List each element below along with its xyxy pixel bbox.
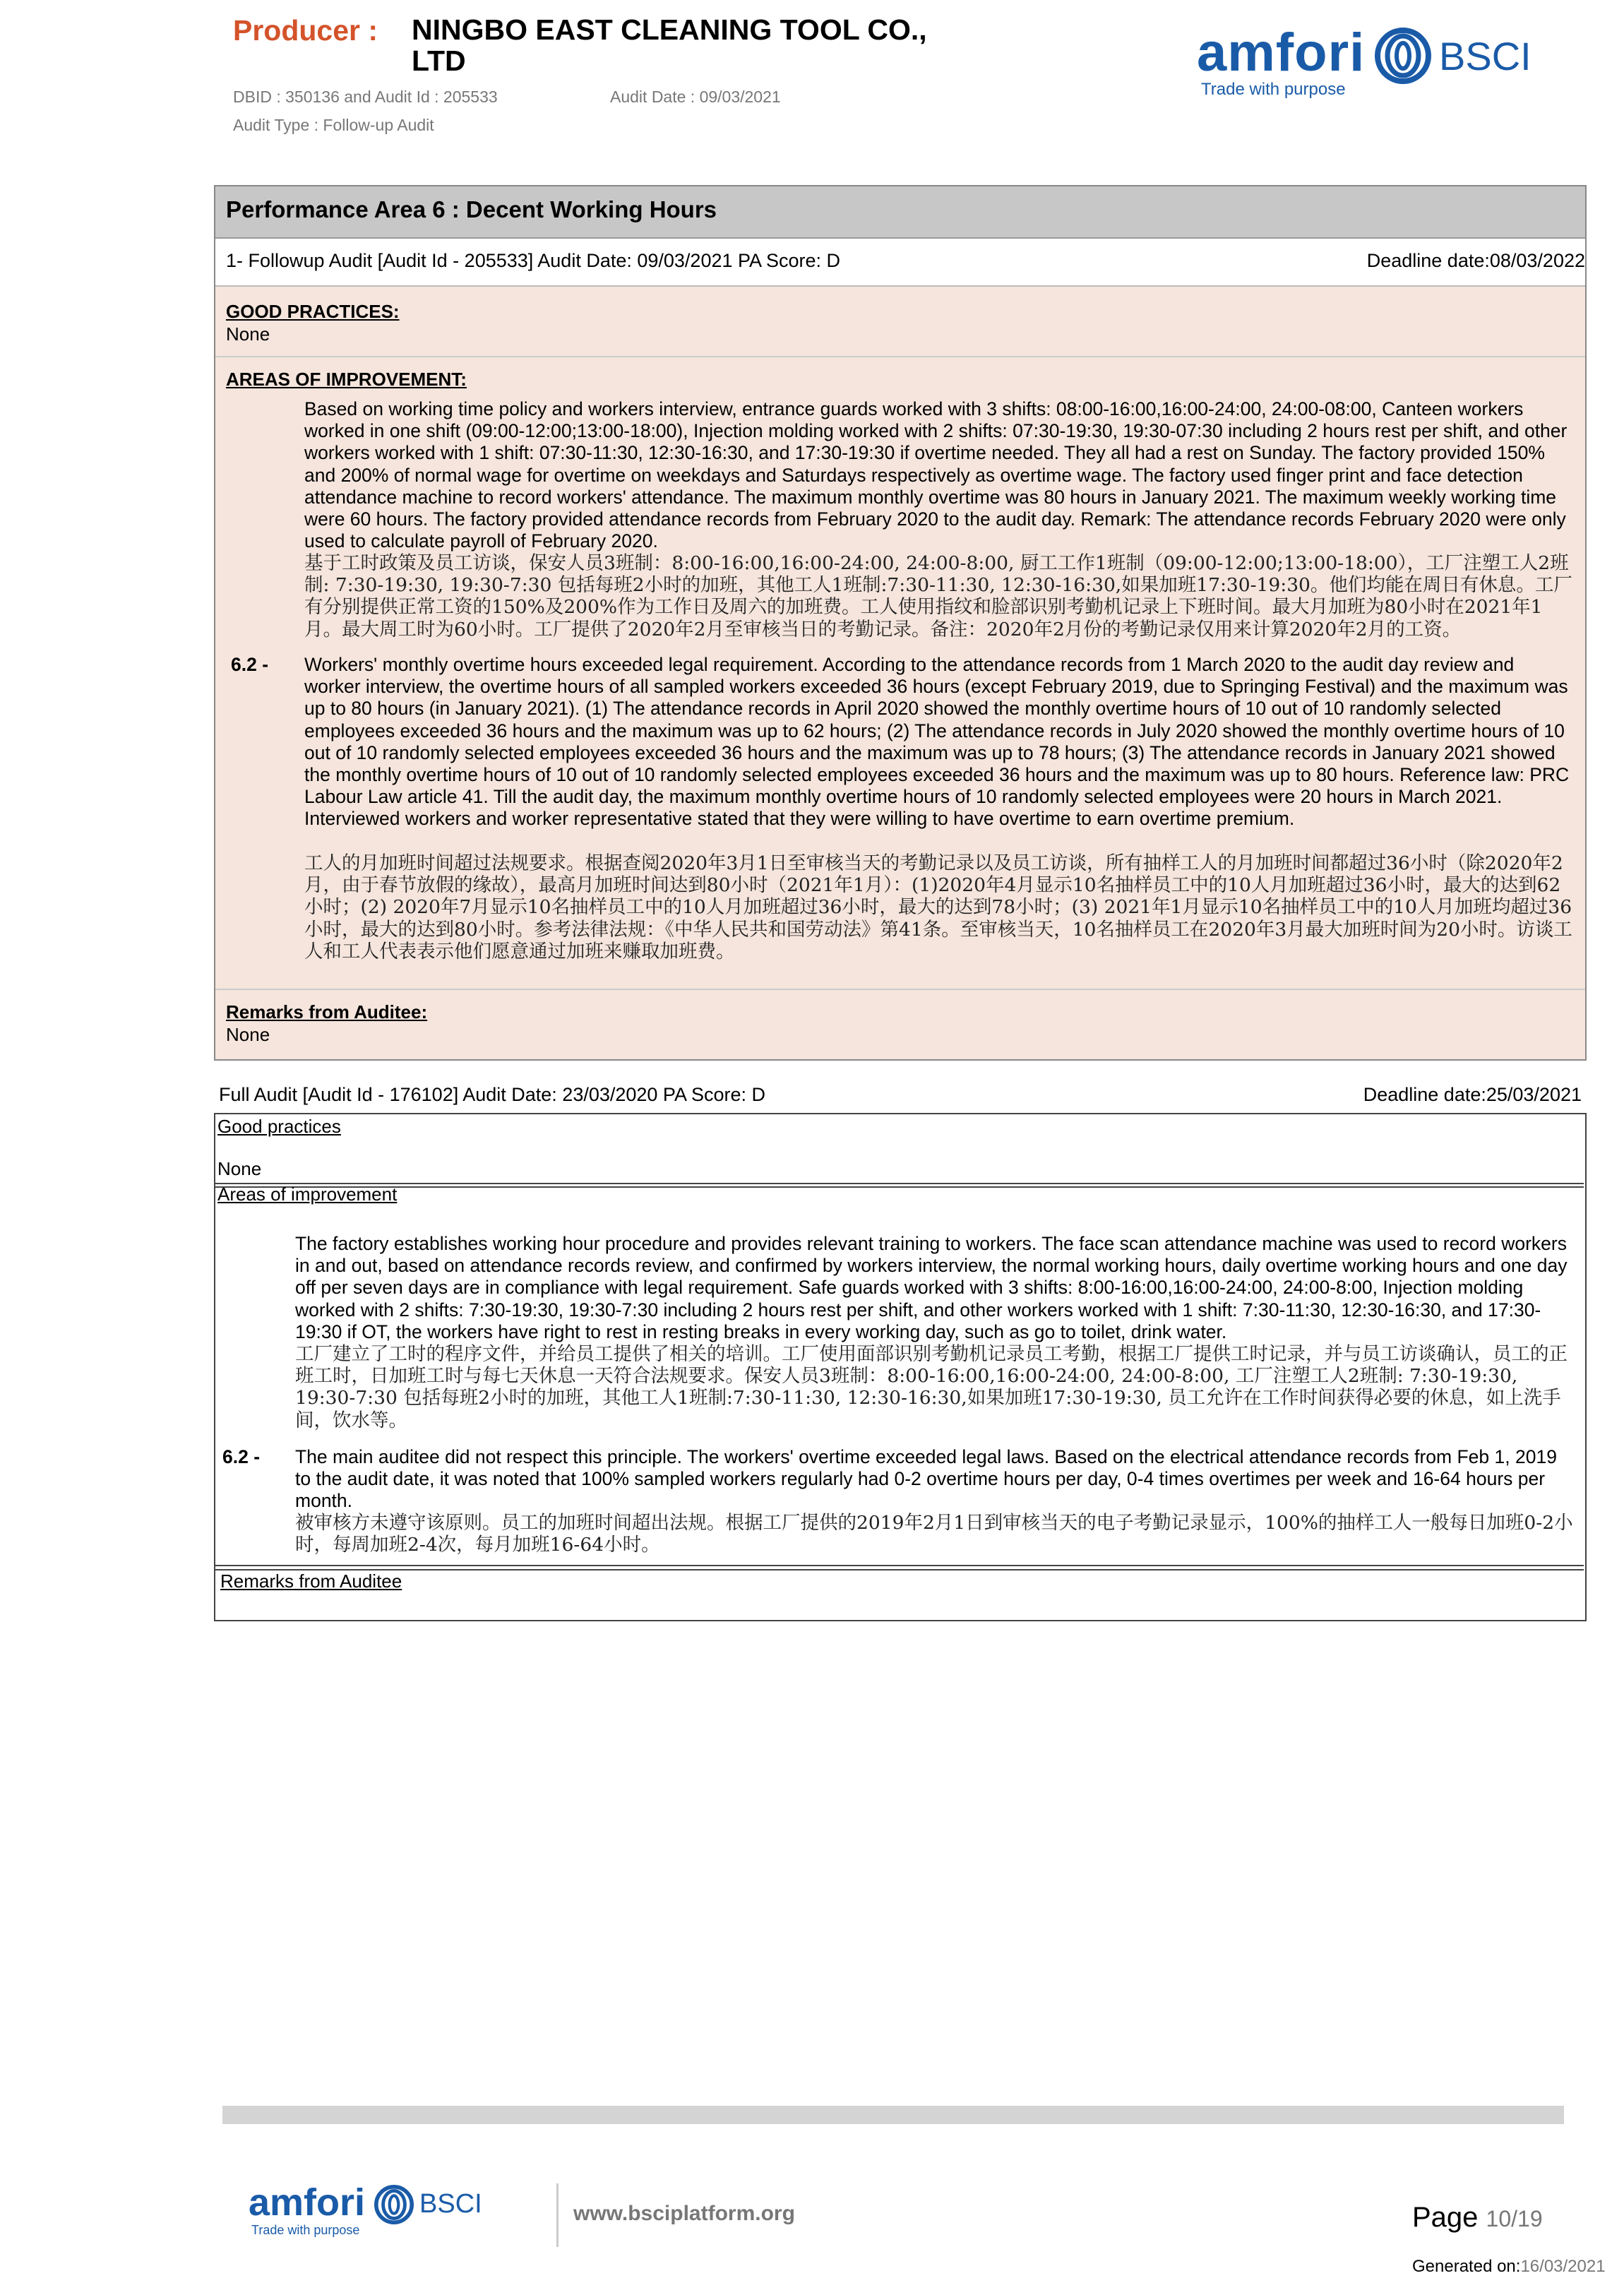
improvement-item-2-english: Workers' monthly overtime hours exceeded legal requirement. According to the attendance records from 1 March 2020 to the audit day review and worker interview, the overtime hours of all sampled workers exceeded 36 hours (except February 2019, due to Springing Festival) and the maximum was up to 80 hours (in January 2021). (1) The attendance records in April 2020 showed the monthly overtime hours of 10 out of 10 randomly selected employees exceeded 36 hours and the maximum was up to 62 hours; (2) The attendance records in July 2020 showed the monthly overtime hours of 10 out of 10 randomly selected employees exceeded 36 hours and the maximum was up to 78 hours; (3) The attendance records in January 2021 showed the monthly overtime hours of 10 out of 10 randomly selected employees exceeded 36 hours and the maximum was up to 80 hours. Reference law: PRC Labour Law article 41. Till the audit day, the maximum monthly overtime hours of 10 randomly selected employees were 20 hours in March 2021. Interviewed workers and worker representative stated that they were willing to have overtime to earn overtime premium.: [304, 654, 1570, 830]
full-improvement-item-1-english: The factory establishes working hour procedure and provides relevant training to workers. The face scan attendance machine was used to record workers in and out, based on attendance records review, and confirmed by workers interview, the normal working hours, daily overtime working hours and one day off per seven days are in compliance with legal requirement. Safe guards worked with 3 shifts: 8:00-16:00,16:00-24:00, 24:00-8:00, Injection molding worked with 2 shifts: 7:30-19:30, 19:30-7:30 including 2 hours rest per shift, and other workers worked with 1 shift: 7:30-11:30, 12:30-16:30, and 17:30-19:30 if OT, the workers have right to rest in resting breaks in every working day, such as go to toilet, drink water.: [295, 1233, 1568, 1342]
performance-area-header: [215, 186, 1585, 239]
full-areas-of-improvement-label: Areas of improvement: [217, 1184, 398, 1205]
generated-label: Generated on:: [1412, 2257, 1521, 2276]
page-count: 10/19: [1486, 2206, 1543, 2231]
footer-amfori-bsci-logo: [249, 2182, 489, 2239]
audit-date-text: Audit Date : 09/03/2021: [610, 88, 781, 106]
full-audit-divider: [215, 1569, 1584, 1570]
logo-word: amfori: [1197, 23, 1366, 83]
full-audit-divider: [215, 1186, 1584, 1188]
footer-logo-bsci: BSCI: [419, 2189, 482, 2219]
footer-logo-word: amfori: [249, 2181, 366, 2224]
full-audit-row: [219, 1084, 1582, 1112]
producer-name: NINGBO EAST CLEANING TOOL CO., LTD: [412, 13, 927, 77]
amfori-bsci-logo: [1197, 23, 1532, 102]
full-audit-divider: [215, 1183, 1584, 1184]
improvement-item-2-code: 6.2 -: [231, 654, 269, 675]
producer-label: Producer :: [233, 14, 378, 47]
full-audit-divider: [215, 1565, 1584, 1566]
good-practices-section: [215, 287, 1585, 357]
page-number: [1412, 2202, 1543, 2234]
full-audit-line: Full Audit [Audit Id - 176102] Audit Date: 23/03/2020 PA Score: D: [219, 1084, 765, 1105]
followup-audit-row: [215, 239, 1585, 287]
dbid-text: DBID : 350136 and Audit Id : 205533: [233, 88, 498, 106]
amfori-ring-icon: [1375, 28, 1431, 84]
generated-on: [1412, 2257, 1606, 2277]
full-improvement-item-2-english: The main auditee did not respect this principle. The workers' overtime exceeded legal laws. Based on the electrical attendance records from Feb 1, 2019 to the audit date, it was noted that 100% sampled workers regularly had 0-2 overtime hours per day, 0-4 times overtimes per week and 16-64 hours per month.: [295, 1446, 1557, 1512]
full-good-practices-value: None: [217, 1158, 262, 1179]
audit-type-text: Audit Type : Follow-up Audit: [233, 116, 434, 134]
improvement-item-1-chinese: 基于工时政策及员工访谈，保安人员3班制：8:00-16:00,16:00-24:00, 24:00-8:00, 厨工工作1班制（09:00-12:00;13:00-18:00），工厂注塑工人2班制: 7:30-19:30, 19:30-7:30 包括每班2小时的加班，其他工人1班制:7:30-11:30, 12:30-16:30,如果加班17:30-19:30。他们均能在周日有休息。工厂有分别提供正常工资的150%及200%作为工作日及周六的加班费。工人使用指纹和脸部识别考勤机记录上下班时间。最大月加班为80小时在2021年1月。最大周工时为60小时。工厂提供了2020年2月至审核当日的考勤记录。备注：2020年2月份的考勤记录仅用来计算2020年2月的工资。: [304, 552, 1572, 640]
followup-audit-line: 1- Followup Audit [Audit Id - 205533] Audit Date: 09/03/2021 PA Score: D: [226, 250, 841, 271]
improvement-item-2-chinese: 工人的月加班时间超过法规要求。根据查阅2020年3月1日至审核当天的考勤记录以及员工访谈，所有抽样工人的月加班时间都超过36小时（除2020年2月，由于春节放假的缘故），最高月加班时间达到80小时（2021年1月）：(1)2020年4月显示10名抽样员工中的10人月加班超过36小时，最大的达到62小时；(2) 2020年7月显示10名抽样员工中的10人月加班超过36小时，最大的达到78小时；(3) 2021年1月显示10名抽样员工中的10人月加班均超过36小时，最大的达到80小时。参考法律法规：《中华人民共和国劳动法》第41条。至审核当天，10名抽样员工在2020年3月最大加班时间为20小时。访谈工人和工人代表表示他们愿意通过加班来赚取加班费。: [304, 852, 1572, 962]
good-practices-label: GOOD PRACTICES:: [226, 301, 400, 322]
auditee-remarks-label: Remarks from Auditee:: [226, 1001, 428, 1023]
footer-amfori-ring-icon: [374, 2185, 414, 2224]
good-practices-value: None: [226, 323, 270, 345]
full-auditee-remarks-label: Remarks from Auditee: [220, 1570, 402, 1592]
full-improvement-item-2-code: 6.2 -: [222, 1446, 261, 1467]
footer-url-link[interactable]: www.bsciplatform.org: [573, 2202, 795, 2225]
full-audit-deadline: Deadline date:25/03/2021: [1363, 1084, 1582, 1105]
areas-of-improvement-section: [215, 357, 1585, 990]
page-label: Page: [1412, 2202, 1479, 2233]
full-improvement-item-2-chinese: 被审核方未遵守该原则。员工的加班时间超出法规。根据工厂提供的2019年2月1日到审核当天的电子考勤记录显示，100%的抽样工人一般每日加班0-2小时，每周加班2-4次，每月加班16-64小时。: [295, 1512, 1573, 1556]
footer-logo-tagline: Trade with purpose: [251, 2223, 360, 2237]
auditee-remarks-section: [215, 990, 1585, 1059]
logo-tagline: Trade with purpose: [1201, 80, 1346, 99]
footer-bar: [222, 2106, 1564, 2124]
full-good-practices-label: Good practices: [217, 1116, 341, 1137]
improvement-item-1-english: Based on working time policy and workers interview, entrance guards worked with 3 shifts: 08:00-16:00,16:00-24:00, 24:00-08:00, Canteen workers worked in one shift (09:00-12:00;13:00-18:00), Injection molding worked with 2 shifts: 07:30-19:30, 19:30-07:30 including 2 hours rest per shift, and other workers worked with 1 shift: 07:30-11:30, 12:30-16:30, and 17:30-19:30 if overtime needed. They all had a rest on Sunday. The factory provided 150% and 200% of normal wage for overtime on weekdays and Saturdays respectively as overtime wage. The factory used finger print and face detection attendance machine to record workers' attendance. The maximum monthly overtime was 80 hours in January 2021. The maximum weekly working time were 60 hours. The factory provided attendance records from February 2020 to the audit day. Remark: The attendance records February 2020 were only used to calculate payroll of February 2020.: [304, 398, 1568, 552]
logo-bsci: BSCI: [1439, 34, 1532, 78]
full-improvement-item-1-chinese: 工厂建立了工时的程序文件，并给员工提供了相关的培训。工厂使用面部识别考勤机记录员工考勤，根据工厂提供工时记录，并与员工访谈确认，员工的正班工时，日加班工时与每七天休息一天符合法规要求。保安人员3班制：8:00-16:00,16:00-24:00, 24:00-8:00, 工厂注塑工人2班制: 7:30-19:30, 19:30-7:30 包括每班2小时的加班，其他工人1班制:7:30-11:30, 12:30-16:30,如果加班17:30-19:30, 员工允许在工作时间获得必要的休息，如上洗手间，饮水等。: [295, 1343, 1568, 1431]
generated-date: 16/03/2021: [1520, 2257, 1606, 2276]
auditee-remarks-value: None: [226, 1024, 270, 1045]
performance-area-title: Performance Area 6 : Decent Working Hours: [226, 196, 717, 222]
followup-deadline: Deadline date:08/03/2022: [1366, 250, 1585, 271]
areas-of-improvement-label: AREAS OF IMPROVEMENT:: [226, 369, 467, 390]
footer-divider: [556, 2183, 559, 2247]
